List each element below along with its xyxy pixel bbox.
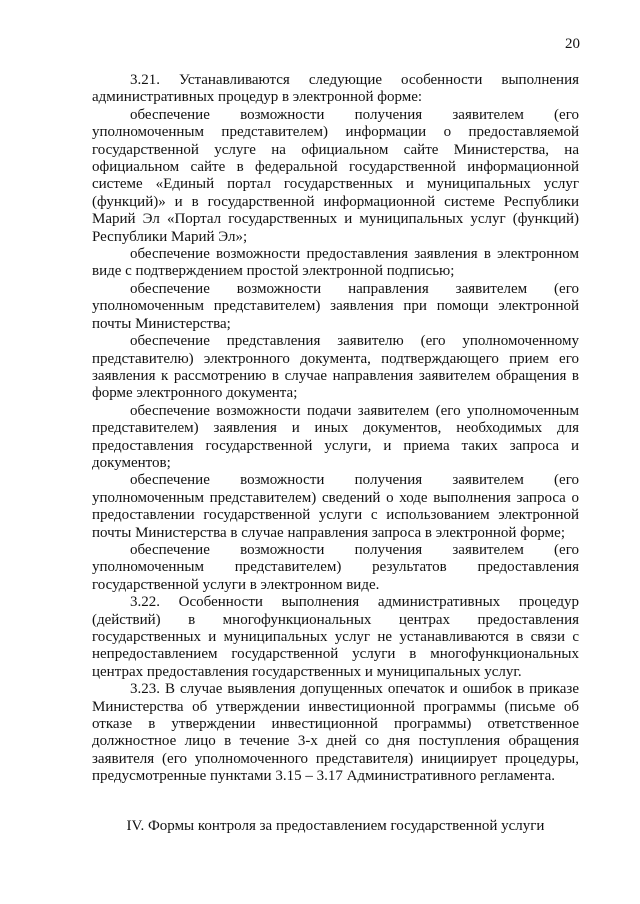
section-heading: IV. Формы контроля за предоставлением государственной услуги [126, 818, 545, 834]
paragraph-email-submission: обеспечение возможности направления заявителем (его уполномоченным представителем) заявления при помощи электронной почты Министерства; [92, 280, 579, 332]
paragraph-status-updates: обеспечение возможности получения заявителем (его уполномоченным представителем) сведений о ходе выполнения запроса о предоставлении государственной услуги с использованием электронной почты Министерства в случае направления запроса в электронной форме; [92, 472, 579, 541]
paragraph-results-electronic: обеспечение возможности получения заявителем (его уполномоченным представителем) результатов предоставления государственной услуги в электронном виде. [92, 541, 579, 593]
paragraph-3-23: 3.23. В случае выявления допущенных опечаток и ошибок в приказе Министерства об утверждении инвестиционной программы (письме об отказе в утверждении инвестиционной программы) ответственное должностное лицо в течение 3-х дней со дня поступления обращения заявителя (его уполномоченного представителя) инициирует процедуры, предусмотренные пунктами 3.15 – 3.17 Административного регламента. [92, 681, 579, 785]
paragraph-receipt-confirmation: обеспечение представления заявителю (его уполномоченному представителю) электронного документа, подтверждающего прием его заявления к рассмотрению в случае направления заявителем обращения в форме электронного документа; [92, 333, 579, 402]
paragraph-info-access: обеспечение возможности получения заявителем (его уполномоченным представителем) информации о предоставляемой государственной услуге на официальном сайте Министерства, на официальном сайте в федеральной государственной информационной системе «Единый портал государственных и муниципальных услуг (функций)» и в государственной информационной системе Республики Марий Эл «Портал государственных и муниципальных услуг (функций) Республики Марий Эл»; [92, 106, 579, 245]
document-body [92, 72, 579, 786]
paragraph-3-22: 3.22. Особенности выполнения административных процедур (действий) в многофункциональных центрах предоставления государственных и муниципальных услуг не устанавливаются в связи с непредоставлением государственной услуги в многофункциональных центрах предоставления государственных и муниципальных услуг. [92, 594, 579, 680]
paragraph-3-21: 3.21. Устанавливаются следующие особенности выполнения административных процедур в электронной форме: [92, 72, 579, 106]
page-number: 20 [565, 36, 580, 52]
paragraph-document-submission: обеспечение возможности подачи заявителем (его уполномоченным представителем) заявления и иных документов, необходимых для предоставления государственной услуги, и приема таких запроса и документов; [92, 402, 579, 471]
paragraph-electronic-submission: обеспечение возможности предоставления заявления в электронном виде с подтверждением простой электронной подписью; [92, 246, 579, 280]
